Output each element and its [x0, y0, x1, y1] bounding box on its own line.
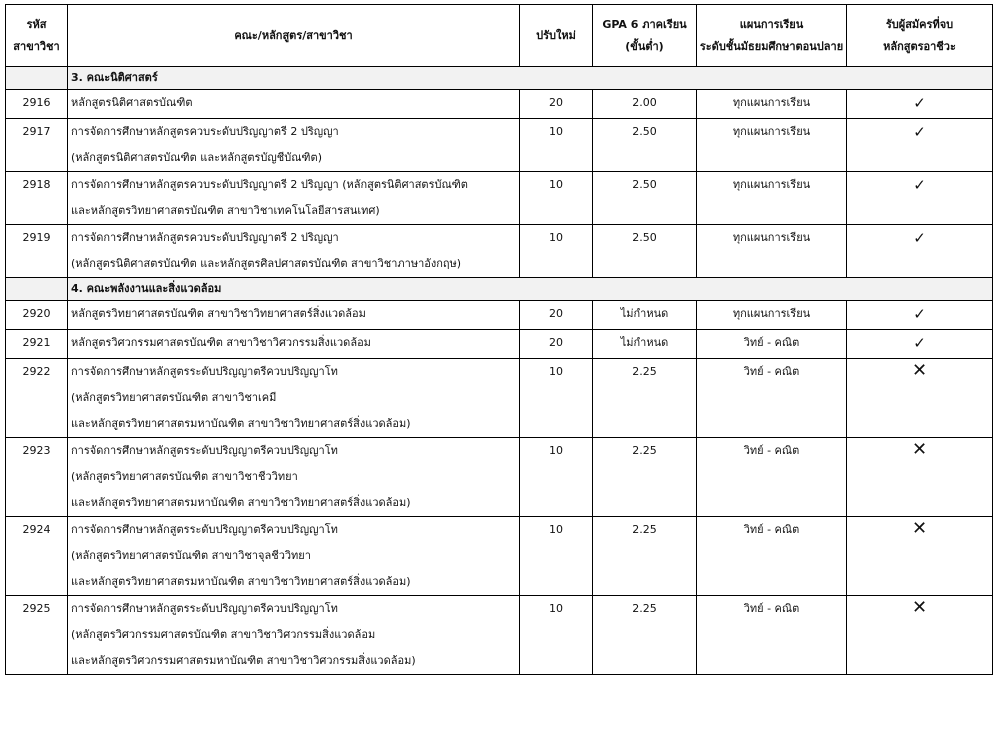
program-cell [68, 596, 520, 675]
code-cell: 2923 [6, 438, 68, 517]
header-quota: ปรับใหม่ [520, 5, 593, 67]
program-line: และหลักสูตรวิทยาศาสตรมหาบัณฑิต สาขาวิชาวิทยาศาสตร์สิ่งแวดล้อม) [71, 496, 411, 509]
program-line: และหลักสูตรวิศวกรรมศาสตรมหาบัณฑิต สาขาวิชาวิศวกรรมสิ่งแวดล้อม) [71, 654, 416, 667]
program-cell [68, 438, 520, 517]
program-cell [68, 225, 520, 278]
section-code-cell [6, 67, 68, 90]
program-line: การจัดการศึกษาหลักสูตรระดับปริญญาตรีควบปริญญาโท [71, 523, 338, 536]
program-line: การจัดการศึกษาหลักสูตรระดับปริญญาตรีควบปริญญาโท [71, 365, 338, 378]
program-line: การจัดการศึกษาหลักสูตรควบระดับปริญญาตรี 2 ปริญญา [71, 231, 339, 244]
program-line: (หลักสูตรนิติศาสตรบัณฑิต และหลักสูตรศิลปศาสตรบัณฑิต สาขาวิชาภาษาอังกฤษ) [71, 257, 462, 270]
table-row [6, 90, 993, 119]
plan-cell: ทุกแผนการเรียน [697, 119, 847, 172]
gpa-cell: 2.50 [593, 172, 697, 225]
program-cell [68, 330, 520, 359]
quota-cell: 20 [520, 301, 593, 330]
code-cell: 2920 [6, 301, 68, 330]
cross-icon: ✕ [911, 597, 928, 618]
code-cell: 2916 [6, 90, 68, 119]
vocational-cell [847, 596, 993, 675]
gpa-cell: 2.25 [593, 359, 697, 438]
section-row [6, 278, 993, 301]
quota-cell: 10 [520, 517, 593, 596]
program-cell [68, 172, 520, 225]
quota-cell: 20 [520, 90, 593, 119]
vocational-cell [847, 172, 993, 225]
code-cell: 2917 [6, 119, 68, 172]
table-row [6, 438, 993, 517]
program-cell [68, 301, 520, 330]
admission-table-wrapper [5, 4, 993, 675]
program-line: และหลักสูตรวิทยาศาสตรมหาบัณฑิต สาขาวิชาวิทยาศาสตร์สิ่งแวดล้อม) [71, 417, 411, 430]
program-line: การจัดการศึกษาหลักสูตรควบระดับปริญญาตรี 2 ปริญญา [71, 125, 339, 138]
vocational-cell [847, 225, 993, 278]
table-row [6, 330, 993, 359]
header-program: คณะ/หลักสูตร/สาขาวิชา [68, 5, 520, 67]
header-row [6, 5, 993, 67]
section-title: 4. คณะพลังงานและสิ่งแวดล้อม [68, 278, 993, 301]
header-plan: แผนการเรียน ระดับชั้นมัธยมศึกษาตอนปลาย [697, 5, 847, 67]
quota-cell: 10 [520, 119, 593, 172]
table-row [6, 172, 993, 225]
header-gpa: GPA 6 ภาคเรียน (ขั้นต่ำ) [593, 5, 697, 67]
program-cell [68, 517, 520, 596]
program-cell [68, 359, 520, 438]
plan-cell: วิทย์ - คณิต [697, 596, 847, 675]
quota-cell: 10 [520, 225, 593, 278]
gpa-cell: 2.00 [593, 90, 697, 119]
program-cell [68, 119, 520, 172]
code-cell: 2924 [6, 517, 68, 596]
quota-cell: 10 [520, 359, 593, 438]
gpa-cell: ไม่กำหนด [593, 301, 697, 330]
program-line: และหลักสูตรวิทยาศาสตรบัณฑิต สาขาวิชาเทคโนโลยีสารสนเทศ) [71, 204, 380, 217]
section-code-cell [6, 278, 68, 301]
program-line: การจัดการศึกษาหลักสูตรควบระดับปริญญาตรี 2 ปริญญา (หลักสูตรนิติศาสตรบัณฑิต [71, 178, 468, 191]
check-icon: ✓ [913, 305, 926, 323]
section-row [6, 67, 993, 90]
gpa-cell: ไม่กำหนด [593, 330, 697, 359]
plan-cell: ทุกแผนการเรียน [697, 90, 847, 119]
table-row [6, 119, 993, 172]
gpa-cell: 2.50 [593, 119, 697, 172]
quota-cell: 10 [520, 596, 593, 675]
gpa-cell: 2.25 [593, 517, 697, 596]
check-icon: ✓ [913, 94, 926, 112]
table-row [6, 596, 993, 675]
quota-cell: 10 [520, 172, 593, 225]
vocational-cell [847, 330, 993, 359]
plan-cell: ทุกแผนการเรียน [697, 225, 847, 278]
vocational-cell [847, 119, 993, 172]
code-cell: 2925 [6, 596, 68, 675]
program-line: หลักสูตรนิติศาสตรบัณฑิต [71, 96, 193, 109]
program-line: (หลักสูตรวิทยาศาสตรบัณฑิต สาขาวิชาเคมี [71, 391, 277, 404]
code-cell: 2921 [6, 330, 68, 359]
quota-cell: 20 [520, 330, 593, 359]
plan-cell: วิทย์ - คณิต [697, 438, 847, 517]
program-line: (หลักสูตรวิศวกรรมศาสตรบัณฑิต สาขาวิชาวิศวกรรมสิ่งแวดล้อม [71, 628, 376, 641]
vocational-cell [847, 359, 993, 438]
plan-cell: วิทย์ - คณิต [697, 359, 847, 438]
section-title: 3. คณะนิติศาสตร์ [68, 67, 993, 90]
vocational-cell [847, 517, 993, 596]
gpa-cell: 2.50 [593, 225, 697, 278]
vocational-cell [847, 438, 993, 517]
vocational-cell [847, 90, 993, 119]
check-icon: ✓ [913, 176, 926, 194]
plan-cell: ทุกแผนการเรียน [697, 301, 847, 330]
code-cell: 2918 [6, 172, 68, 225]
cross-icon: ✕ [911, 360, 928, 381]
header-vocational: รับผู้สมัครที่จบ หลักสูตรอาชีวะ [847, 5, 993, 67]
program-line: หลักสูตรวิทยาศาสตรบัณฑิต สาขาวิชาวิทยาศาสตร์สิ่งแวดล้อม [71, 307, 366, 320]
program-cell [68, 90, 520, 119]
header-code: รหัส สาขาวิชา [6, 5, 68, 67]
gpa-cell: 2.25 [593, 438, 697, 517]
program-line: และหลักสูตรวิทยาศาสตรมหาบัณฑิต สาขาวิชาวิทยาศาสตร์สิ่งแวดล้อม) [71, 575, 411, 588]
cross-icon: ✕ [911, 518, 928, 539]
admission-table [5, 4, 993, 675]
program-line: หลักสูตรวิศวกรรมศาสตรบัณฑิต สาขาวิชาวิศวกรรมสิ่งแวดล้อม [71, 336, 371, 349]
plan-cell: ทุกแผนการเรียน [697, 172, 847, 225]
table-body [6, 67, 993, 675]
plan-cell: วิทย์ - คณิต [697, 517, 847, 596]
program-line: (หลักสูตรนิติศาสตรบัณฑิต และหลักสูตรบัญชีบัณฑิต) [71, 151, 322, 164]
cross-icon: ✕ [911, 439, 928, 460]
check-icon: ✓ [913, 229, 926, 247]
table-row [6, 517, 993, 596]
code-cell: 2922 [6, 359, 68, 438]
vocational-cell [847, 301, 993, 330]
gpa-cell: 2.25 [593, 596, 697, 675]
table-row [6, 301, 993, 330]
check-icon: ✓ [913, 334, 926, 352]
check-icon: ✓ [913, 123, 926, 141]
program-line: การจัดการศึกษาหลักสูตรระดับปริญญาตรีควบปริญญาโท [71, 602, 338, 615]
plan-cell: วิทย์ - คณิต [697, 330, 847, 359]
table-row [6, 225, 993, 278]
quota-cell: 10 [520, 438, 593, 517]
program-line: (หลักสูตรวิทยาศาสตรบัณฑิต สาขาวิชาจุลชีววิทยา [71, 549, 311, 562]
code-cell: 2919 [6, 225, 68, 278]
table-row [6, 359, 993, 438]
program-line: (หลักสูตรวิทยาศาสตรบัณฑิต สาขาวิชาชีววิทยา [71, 470, 298, 483]
program-line: การจัดการศึกษาหลักสูตรระดับปริญญาตรีควบปริญญาโท [71, 444, 338, 457]
